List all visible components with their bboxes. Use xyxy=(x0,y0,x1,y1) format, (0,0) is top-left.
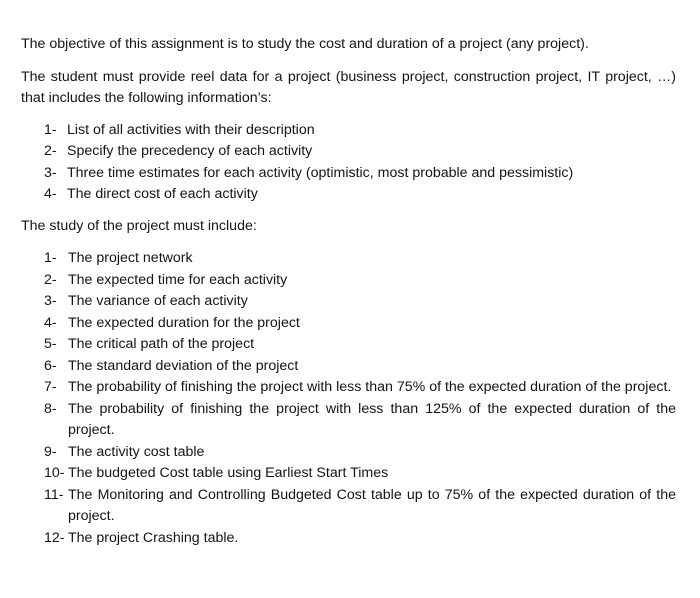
list-item-number: 9- xyxy=(44,443,57,460)
list-item-text: The budgeted Cost table using Earliest Start Times xyxy=(68,465,389,481)
list-item-number: 12- xyxy=(44,529,65,546)
list-item xyxy=(44,248,676,270)
list-item-text: The probability of finishing the project with less than 75% of the expected duration of the project. xyxy=(68,379,672,395)
list-item xyxy=(44,485,676,528)
list-item xyxy=(44,442,676,464)
objective-paragraph: The objective of this assignment is to study the cost and duration of a project (any project). xyxy=(21,36,589,52)
list-item-text: The activity cost table xyxy=(68,443,205,460)
list-item-number: 5- xyxy=(44,336,57,352)
list-item xyxy=(44,313,676,335)
list-item-number: 7- xyxy=(44,379,57,395)
list-item-number: 4- xyxy=(44,186,57,202)
list-item-number: 10- xyxy=(44,465,65,481)
list-item-text: Specify the precedency of each activity xyxy=(67,143,313,159)
data-requirements-paragraph: The student must provide reel data for a project (business project, construction project, IT project, …) that includes the following information’s: xyxy=(21,68,676,106)
list-item-number: 3- xyxy=(44,293,57,309)
study-heading-paragraph: The study of the project must include: xyxy=(21,217,257,234)
list-item-number: 2- xyxy=(44,143,57,159)
list-item-number: 1- xyxy=(44,121,57,138)
list-item xyxy=(44,528,676,550)
list-item-number: 6- xyxy=(44,357,57,374)
list-item-number: 1- xyxy=(44,250,57,266)
list-item xyxy=(44,291,676,313)
list-item xyxy=(44,120,676,142)
list-item-text: The probability of finishing the project with less than 125% of the expected duration of the project. xyxy=(68,400,676,438)
list-item xyxy=(44,163,676,185)
list-item xyxy=(44,399,676,442)
list-item-number: 8- xyxy=(44,400,57,417)
list-item-number: 4- xyxy=(44,314,57,331)
list-item-text: The variance of each activity xyxy=(68,293,248,309)
list-item-text: The critical path of the project xyxy=(68,336,255,352)
list-item-text: The standard deviation of the project xyxy=(68,357,299,374)
list-item xyxy=(44,334,676,356)
list-item xyxy=(44,377,676,399)
list-item-text: Three time estimates for each activity (optimistic, most probable and pessimistic) xyxy=(67,164,574,181)
list-item-number: 11- xyxy=(44,486,64,503)
study-list xyxy=(21,248,676,549)
list-item-number: 3- xyxy=(44,164,57,181)
list-item-text: The expected time for each activity xyxy=(68,271,288,288)
list-item xyxy=(44,141,676,163)
list-item-text: The project network xyxy=(68,250,193,266)
list-item xyxy=(44,356,676,378)
list-item xyxy=(44,463,676,485)
list-item-text: List of all activities with their description xyxy=(67,121,315,138)
list-item-text: The direct cost of each activity xyxy=(67,186,258,202)
list-item-number: 2- xyxy=(44,271,57,288)
list-item-text: The Monitoring and Controlling Budgeted Cost table up to 75% of the expected duration of the project. xyxy=(68,486,676,524)
info-list xyxy=(21,120,676,206)
list-item xyxy=(44,184,676,206)
list-item-text: The project Crashing table. xyxy=(68,529,239,546)
list-item xyxy=(44,270,676,292)
list-item-text: The expected duration for the project xyxy=(68,314,300,331)
